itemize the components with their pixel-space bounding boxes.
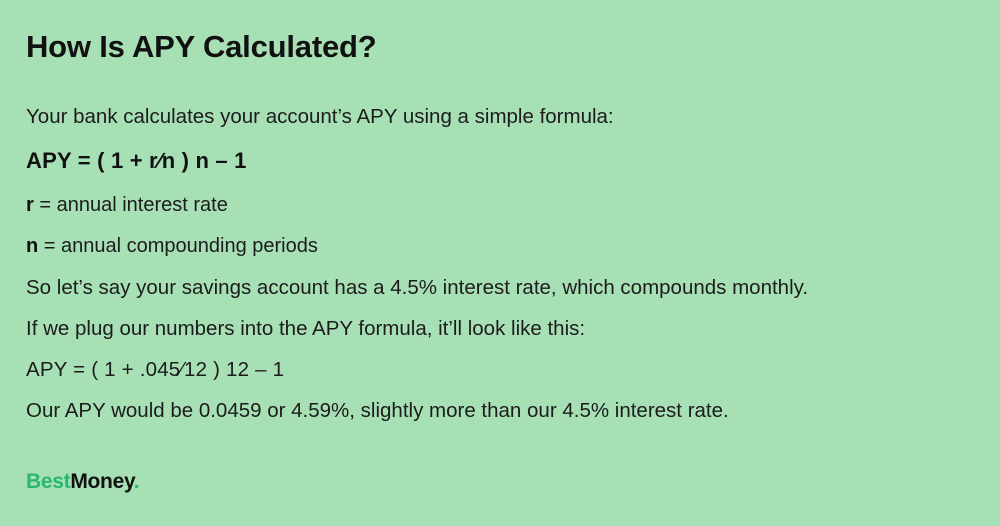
logo-dot: .: [133, 470, 140, 493]
conclusion-sentence: Our APY would be 0.0459 or 4.59%, slightly more than our 4.5% interest rate.: [26, 398, 729, 422]
definition-r: [26, 194, 974, 217]
definition-r-text: = annual interest rate: [33, 193, 228, 216]
definition-n-symbol: n: [26, 234, 39, 257]
intro-paragraph: Your bank calculates your account’s APY using a simple formula:: [26, 105, 614, 129]
definition-n: [26, 235, 974, 258]
article-body: [26, 107, 974, 423]
logo-text-money: Money: [70, 470, 134, 493]
page-title: How Is APY Calculated?: [26, 29, 377, 64]
logo-text-best: Best: [26, 470, 71, 493]
definition-n-text: = annual compounding periods: [38, 234, 318, 257]
example-sentence-1: So let’s say your savings account has a 4.5% interest rate, which compounds monthly.: [26, 275, 809, 299]
definition-r-symbol: r: [26, 193, 34, 216]
example-sentence-2: If we plug our numbers into the APY formula, it’ll look like this:: [26, 316, 586, 340]
example-calculation: APY = ( 1 + .045∕12 ) 12 – 1: [26, 357, 285, 381]
apy-formula: APY = ( 1 + r∕n ) n – 1: [26, 147, 247, 173]
bestmoney-logo: [26, 470, 139, 494]
